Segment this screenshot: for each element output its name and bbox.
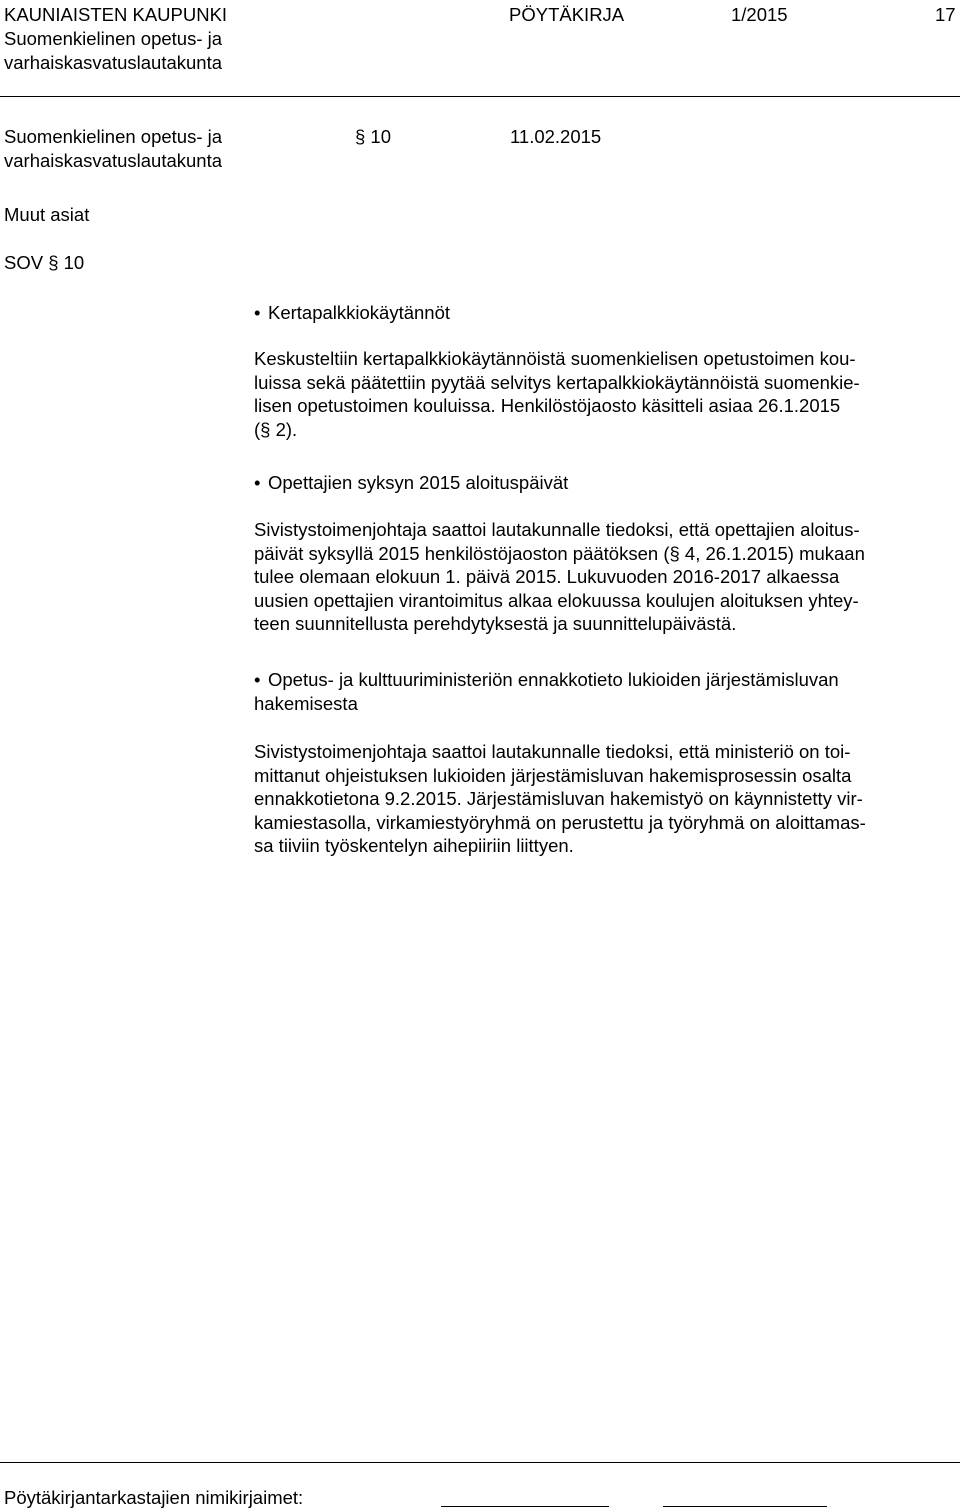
- meeting-committee-line1: Suomenkielinen opetus- ja: [4, 126, 223, 147]
- item-body: [254, 740, 960, 858]
- item-heading-line: hakemisesta: [254, 692, 358, 714]
- agenda-item: [254, 301, 960, 325]
- footer-rule: [0, 1462, 960, 1463]
- section-id: SOV § 10: [4, 252, 85, 273]
- item-body-line: Sivistystoimenjohtaja saattoi lautakunnalle tiedoksi, että opettajien aloitus-: [254, 519, 860, 540]
- item-body-line: luissa sekä päätettiin pyytää selvitys kertapalkkiokäytännöistä suomenkie-: [254, 371, 860, 393]
- meeting-date: 11.02.2015: [510, 126, 602, 147]
- header-committee-line1: Suomenkielinen opetus- ja: [4, 28, 223, 49]
- meeting-committee-line2: varhaiskasvatuslautakunta: [4, 150, 223, 171]
- bullet-icon: •: [254, 669, 261, 690]
- doc-number: 1/2015: [731, 4, 788, 25]
- header-rule: [0, 96, 960, 97]
- item-body-line: Sivistystoimenjohtaja saattoi lautakunnalle tiedoksi, että ministeriö on toi-: [254, 741, 851, 762]
- item-heading: [254, 471, 960, 495]
- footer-label: Pöytäkirjantarkastajien nimikirjaimet:: [4, 1487, 304, 1508]
- initials-signature-line: [663, 1506, 827, 1507]
- item-body-line: kamiestasolla, virkamiestyöryhmä on perustettu ja työryhmä on aloittamas-: [254, 811, 866, 833]
- page-number: 17: [935, 4, 956, 25]
- item-body-line: teen suunnitellusta perehdytyksestä ja suunnittelupäivästä.: [254, 613, 737, 634]
- item-body-line: ennakkotietona 9.2.2015. Järjestämisluvan hakemistyö on käynnistetty vir-: [254, 788, 863, 809]
- item-heading-line: Opetus- ja kulttuuriministeriön ennakkotieto lukioiden järjestämisluvan: [268, 669, 839, 690]
- bullet-icon: •: [254, 472, 261, 493]
- initials-signature-line: [441, 1506, 609, 1507]
- doc-type: PÖYTÄKIRJA: [509, 4, 625, 25]
- item-body-line: lisen opetustoimen kouluissa. Henkilöstöjaosto käsitteli asiaa 26.1.2015: [254, 395, 841, 416]
- section-title: Muut asiat: [4, 204, 90, 225]
- bullet-icon: •: [254, 302, 261, 323]
- org-name: KAUNIAISTEN KAUPUNKI: [4, 4, 228, 25]
- item-heading-line: Kertapalkkiokäytännöt: [268, 302, 451, 323]
- item-body: [254, 347, 960, 441]
- item-heading: [254, 301, 960, 325]
- meeting-section: § 10: [355, 126, 392, 147]
- item-body-line: päivät syksyllä 2015 henkilöstöjaoston päätöksen (§ 4, 26.1.2015) mukaan: [254, 542, 865, 564]
- item-heading-line: Opettajien syksyn 2015 aloituspäivät: [268, 472, 569, 493]
- agenda-item: [254, 471, 960, 495]
- item-body-line: (§ 2).: [254, 418, 298, 440]
- header-committee-line2: varhaiskasvatuslautakunta: [4, 52, 223, 73]
- item-body-line: mittanut ohjeistuksen lukioiden järjestämisluvan hakemisprosessin osalta: [254, 764, 852, 786]
- item-body-line: tulee olemaan elokuun 1. päivä 2015. Lukuvuoden 2016-2017 alkaessa: [254, 566, 840, 587]
- item-body-line: sa tiiviin työskentelyn aihepiiriin liittyen.: [254, 835, 574, 856]
- item-heading: [254, 668, 960, 692]
- item-body: [254, 518, 960, 636]
- agenda-item: [254, 668, 960, 715]
- item-body-line: uusien opettajien virantoimitus alkaa elokuussa koulujen aloituksen yhtey-: [254, 589, 859, 611]
- item-body-line: Keskusteltiin kertapalkkiokäytännöistä suomenkielisen opetustoimen kou-: [254, 348, 856, 369]
